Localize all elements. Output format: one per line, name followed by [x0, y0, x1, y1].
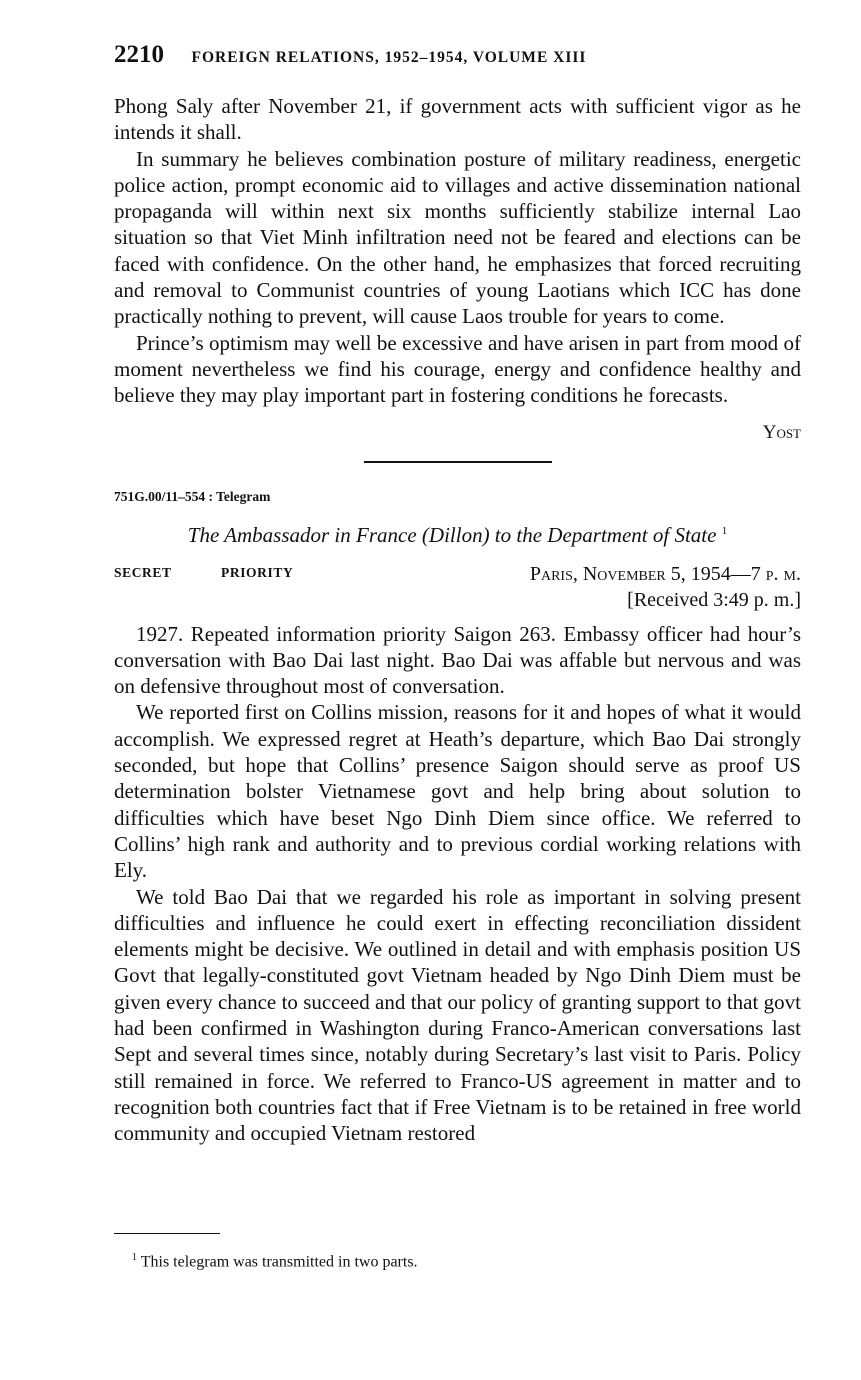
telegram-meta [114, 562, 801, 621]
title-footnote-marker: 1 [721, 524, 728, 537]
footnote-rule [114, 1233, 220, 1234]
classification: SECRET [114, 564, 172, 580]
section-divider [364, 461, 552, 463]
signature: Yost [762, 421, 801, 443]
page-header [114, 40, 814, 73]
telegram-paragraph-2: We reported first on Collins mission, reasons for it and hopes of what it would accomplish. We expressed regret at Heath’s departure, which Bao Dai strongly seconded, but hope that Collins’ presence Saigon should serve as proof US determination bolster Vietnamese govt and help bring about solution to difficulties which have beset Ngo Dinh Diem since office. We referred to Collins’ high rank and authority and to previous cordial working relations with Ely. [114, 700, 801, 883]
previous-paragraph-2: In summary he believes combination posture of military readiness, energetic police action, prompt economic aid to villages and active dissemination national propaganda will within next six months sufficiently stabilize internal Lao situation so that Viet Minh infiltration need not be feared and elections can be faced with confidence. On the other hand, he emphasizes that forced recruiting and removal to Communist countries of young Laotians which ICC has done practically nothing to prevent, will cause Laos trouble for years to come. [114, 146, 801, 329]
dateline: Paris, November 5, 1954—7 p. m. [529, 562, 801, 585]
file-number: 751G.00/11–554 : Telegram [114, 488, 271, 504]
received-line: [Received 3:49 p. m.] [627, 588, 801, 611]
page-body [114, 93, 801, 1147]
document-title: The Ambassador in France (Dillon) to the Department of State $^1$ [187, 522, 728, 547]
previous-paragraph-3: Prince’s optimism may well be excessive and have arisen in part from mood of moment nevertheless we find his courage, energy and confidence healthy and believe they may play important part in fostering conditions he forecasts. [114, 330, 801, 408]
telegram-paragraph-3: We told Bao Dai that we regarded his role as important in solving present difficulties and influence he could exert in effecting reconciliation dissident elements might be decisive. We outlined in detail and with emphasis position US Govt that legally-constituted govt Vietnam headed by Ngo Dinh Diem must be given every chance to succeed and that our policy of granting support to that govt had been confirmed in Washington during Franco-American conversations last Sept and several times since, notably during Secretary’s last visit to Paris. Policy still remained in force. We referred to Franco-US agreement in matter and to recognition both countries fact that if Free Vietnam is to be retained in free world community and occupied Vietnam restored [114, 884, 801, 1146]
footnote-text: This telegram was transmitted in two parts. [140, 1253, 418, 1271]
running-title: FOREIGN RELATIONS, 1952–1954, VOLUME XIII [191, 49, 587, 66]
page-number: 2210 [114, 41, 164, 68]
previous-paragraph-1: Phong Saly after November 21, if government acts with sufficient vigor as he intends it shall. [114, 94, 801, 145]
footnote-marker: 1 [132, 1252, 137, 1263]
footnote [132, 1252, 418, 1271]
telegram-paragraph-1: 1927. Repeated information priority Saigon 263. Embassy officer had hour’s conversation with Bao Dai last night. Bao Dai was affable but nervous and was on defensive throughout most of conversation. [114, 621, 801, 699]
precedence: PRIORITY [221, 564, 294, 580]
